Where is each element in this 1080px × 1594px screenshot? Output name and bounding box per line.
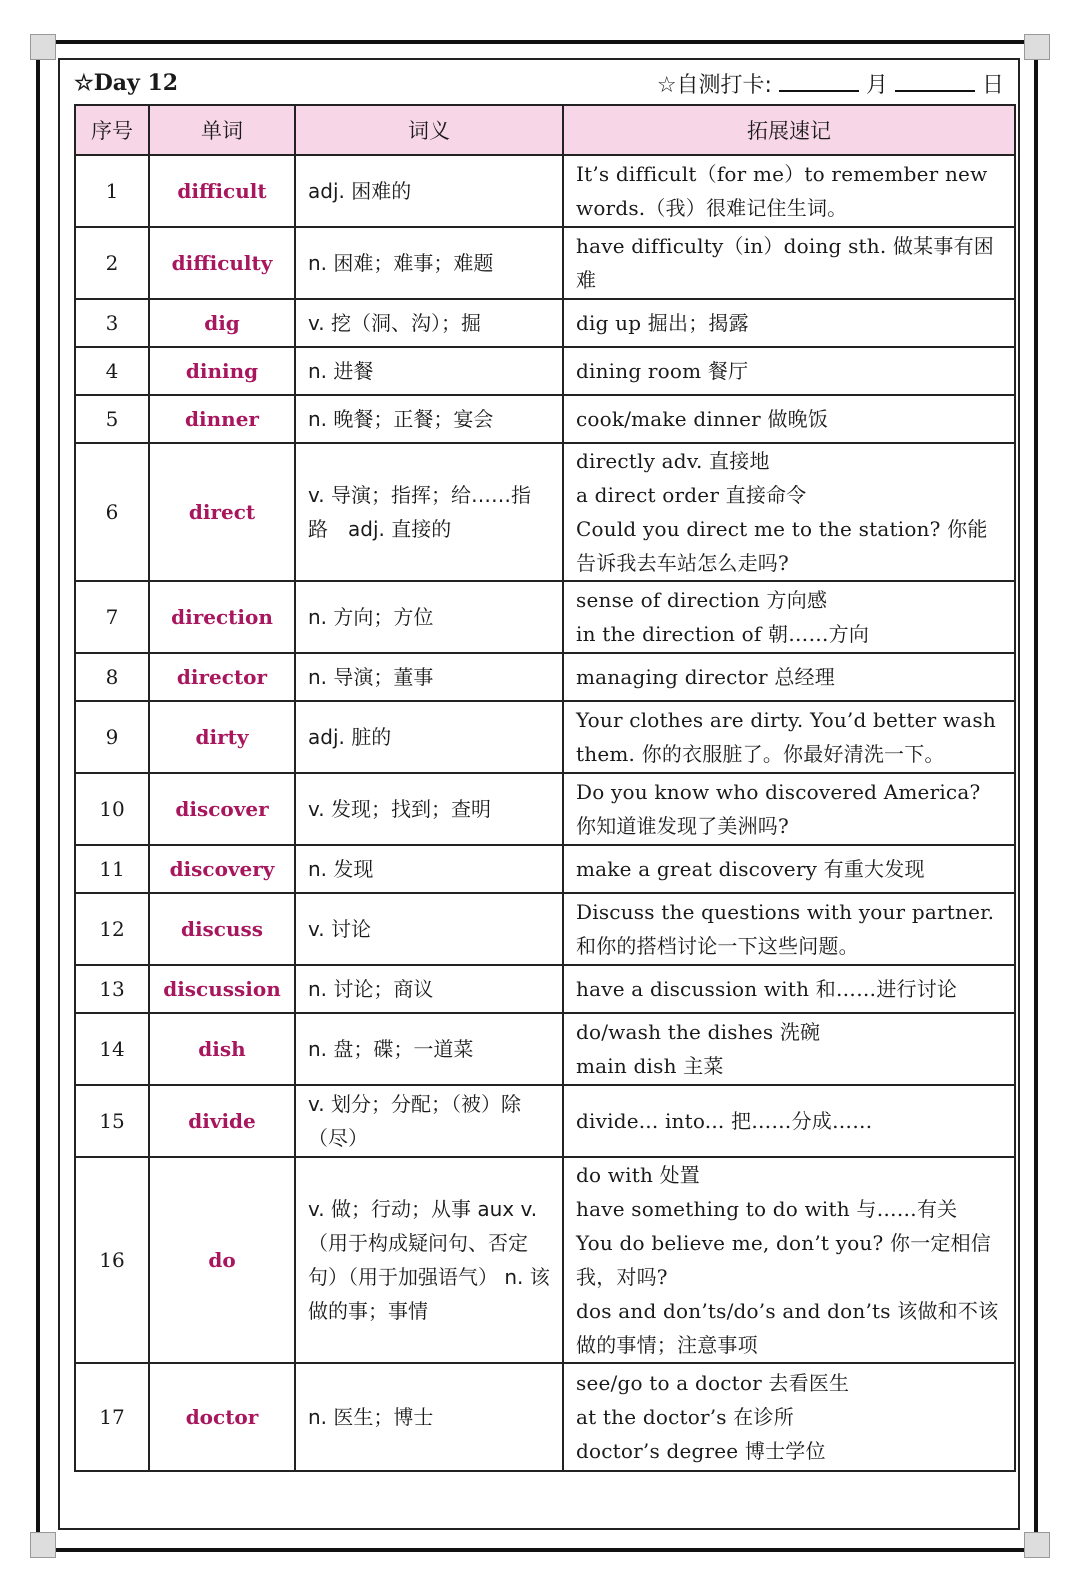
table-header-row (75, 105, 1015, 155)
table-row (75, 1013, 1015, 1085)
note-line: divide... into... 把……分成…… (576, 1109, 873, 1133)
header-word: 单词 (149, 105, 295, 155)
row-number: 12 (75, 893, 149, 965)
row-notes (563, 773, 1015, 845)
note-line: have something to do with 与……有关 (576, 1197, 958, 1221)
row-meaning: n. 导演；董事 (295, 653, 563, 701)
table-row (75, 299, 1015, 347)
table-row (75, 395, 1015, 443)
row-word: dish (149, 1013, 295, 1085)
row-notes (563, 347, 1015, 395)
row-notes (563, 845, 1015, 893)
note-line: do with 处置 (576, 1163, 700, 1187)
row-number: 13 (75, 965, 149, 1013)
row-word: discussion (149, 965, 295, 1013)
row-number: 3 (75, 299, 149, 347)
row-meaning: v. 发现；找到；查明 (295, 773, 563, 845)
row-meaning: v. 导演；指挥；给……指路 adj. 直接的 (295, 443, 563, 581)
self-check-line (657, 68, 1004, 99)
row-meaning: n. 晚餐；正餐；宴会 (295, 395, 563, 443)
table-row (75, 443, 1015, 581)
row-number: 5 (75, 395, 149, 443)
header-number: 序号 (75, 105, 149, 155)
note-line: make a great discovery 有重大发现 (576, 857, 925, 881)
table-row (75, 347, 1015, 395)
row-notes (563, 1013, 1015, 1085)
note-line: managing director 总经理 (576, 665, 835, 689)
row-number: 11 (75, 845, 149, 893)
header-bar (74, 64, 1004, 102)
table-row (75, 581, 1015, 653)
row-meaning: n. 盘；碟；一道菜 (295, 1013, 563, 1085)
note-line: do/wash the dishes 洗碗 (576, 1020, 821, 1044)
note-line: directly adv. 直接地 (576, 449, 770, 473)
row-word: discovery (149, 845, 295, 893)
row-notes (563, 965, 1015, 1013)
row-number: 15 (75, 1085, 149, 1157)
table-row (75, 893, 1015, 965)
row-notes (563, 581, 1015, 653)
row-meaning: n. 困难；难事；难题 (295, 227, 563, 299)
row-meaning: n. 发现 (295, 845, 563, 893)
row-meaning: n. 进餐 (295, 347, 563, 395)
note-line: have a discussion with 和……进行讨论 (576, 977, 958, 1001)
row-notes (563, 227, 1015, 299)
table-row (75, 155, 1015, 227)
row-word: direct (149, 443, 295, 581)
row-number: 17 (75, 1363, 149, 1471)
table-row (75, 227, 1015, 299)
row-meaning: v. 挖（洞、沟）；掘 (295, 299, 563, 347)
row-meaning: v. 做；行动；从事 aux v.（用于构成疑问句、否定句）（用于加强语气） n. 该做的事；事情 (295, 1157, 563, 1363)
row-notes (563, 395, 1015, 443)
frame-corner (30, 34, 56, 60)
row-meaning: v. 讨论 (295, 893, 563, 965)
row-notes (563, 893, 1015, 965)
note-line: Could you direct me to the station? 你能告诉我去车站怎么走吗? (576, 517, 988, 575)
frame-corner (30, 1532, 56, 1558)
row-word: divide (149, 1085, 295, 1157)
note-line: dig up 掘出；揭露 (576, 311, 749, 335)
row-word: dining (149, 347, 295, 395)
checkin-label: ☆自测打卡: (656, 72, 772, 98)
row-meaning: v. 划分；分配；（被）除（尽） (295, 1085, 563, 1157)
row-word: dirty (149, 701, 295, 773)
day-title: ☆Day 12 (74, 70, 179, 96)
note-line: a direct order 直接命令 (576, 483, 807, 507)
month-blank[interactable] (779, 72, 859, 92)
row-word: do (149, 1157, 295, 1363)
row-meaning: adj. 脏的 (295, 701, 563, 773)
row-number: 14 (75, 1013, 149, 1085)
row-number: 4 (75, 347, 149, 395)
table-row (75, 773, 1015, 845)
header-notes: 拓展速记 (563, 105, 1015, 155)
vocab-table (74, 104, 1016, 1472)
row-word: difficult (149, 155, 295, 227)
note-line: Discuss the questions with your partner. 和你的搭档讨论一下这些问题。 (576, 900, 995, 958)
note-line: dining room 餐厅 (576, 359, 749, 383)
frame-corner (1024, 1532, 1050, 1558)
note-line: in the direction of 朝……方向 (576, 622, 870, 646)
table-row (75, 965, 1015, 1013)
day-blank[interactable] (895, 72, 975, 92)
table-row (75, 1157, 1015, 1363)
note-line: Your clothes are dirty. You’d better wash them. 你的衣服脏了。你最好清洗一下。 (576, 708, 996, 766)
row-word: doctor (149, 1363, 295, 1471)
row-notes (563, 1085, 1015, 1157)
header-meaning: 词义 (295, 105, 563, 155)
row-meaning: adj. 困难的 (295, 155, 563, 227)
table-row (75, 1085, 1015, 1157)
row-notes (563, 443, 1015, 581)
row-number: 8 (75, 653, 149, 701)
row-number: 16 (75, 1157, 149, 1363)
note-line: main dish 主菜 (576, 1054, 724, 1078)
row-number: 9 (75, 701, 149, 773)
row-number: 2 (75, 227, 149, 299)
note-line: at the doctor’s 在诊所 (576, 1405, 794, 1429)
note-line: have difficulty（in）doing sth. 做某事有困难 (576, 234, 994, 292)
row-notes (563, 1363, 1015, 1471)
note-line: cook/make dinner 做晚饭 (576, 407, 829, 431)
row-notes (563, 1157, 1015, 1363)
row-notes (563, 155, 1015, 227)
row-number: 6 (75, 443, 149, 581)
note-line: It’s difficult（for me）to remember new words.（我）很难记住生词。 (576, 162, 988, 220)
row-meaning: n. 医生；博士 (295, 1363, 563, 1471)
table-row (75, 845, 1015, 893)
row-notes (563, 653, 1015, 701)
table-row (75, 653, 1015, 701)
note-line: sense of direction 方向感 (576, 588, 828, 612)
row-notes (563, 299, 1015, 347)
month-label: 月 (865, 72, 888, 98)
note-line: see/go to a doctor 去看医生 (576, 1371, 850, 1395)
table-row (75, 1363, 1015, 1471)
row-notes (563, 701, 1015, 773)
row-word: dig (149, 299, 295, 347)
frame-corner (1024, 34, 1050, 60)
day-label: 日 (981, 72, 1004, 98)
row-number: 10 (75, 773, 149, 845)
row-number: 7 (75, 581, 149, 653)
note-line: doctor’s degree 博士学位 (576, 1439, 826, 1463)
row-word: discuss (149, 893, 295, 965)
row-number: 1 (75, 155, 149, 227)
row-word: discover (149, 773, 295, 845)
row-word: direction (149, 581, 295, 653)
note-line: dos and don’ts/do’s and don’ts 该做和不该做的事情；注意事项 (576, 1299, 999, 1357)
row-word: difficulty (149, 227, 295, 299)
row-word: dinner (149, 395, 295, 443)
row-meaning: n. 方向；方位 (295, 581, 563, 653)
note-line: You do believe me, don’t you? 你一定相信我，对吗? (576, 1231, 991, 1289)
row-word: director (149, 653, 295, 701)
row-meaning: n. 讨论；商议 (295, 965, 563, 1013)
note-line: Do you know who discovered America? 你知道谁发现了美洲吗? (576, 780, 981, 838)
table-row (75, 701, 1015, 773)
